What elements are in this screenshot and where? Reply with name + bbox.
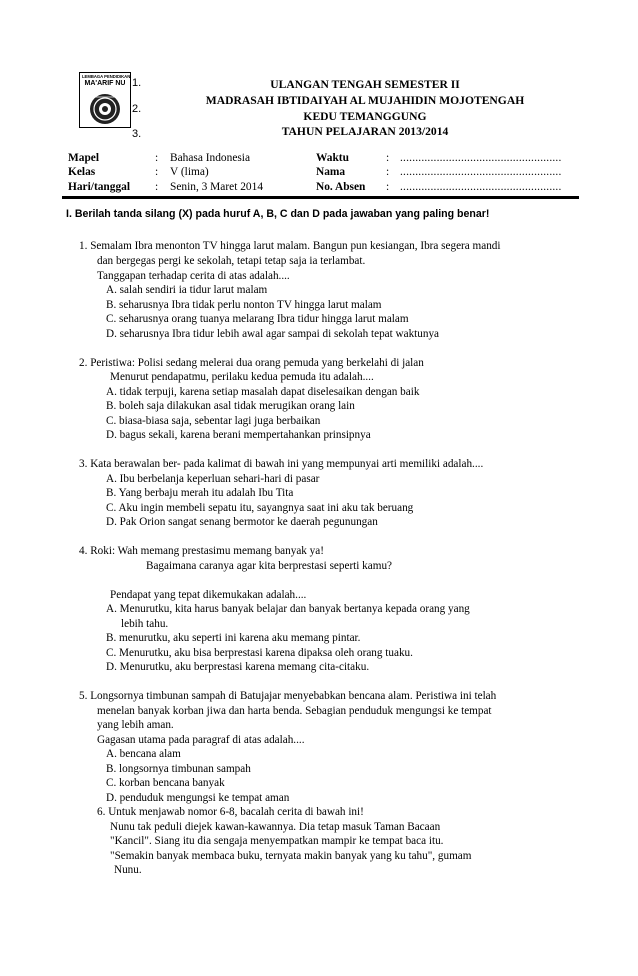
story-text: Nunu tak peduli diejek kawan-kawannya. Dia tetap masuk Taman Bacaan — [110, 821, 441, 833]
question-2-option-d[interactable]: D. bagus sekali, karena berani mempertahankan prinsipnya — [106, 429, 371, 441]
info-field-no-absen[interactable]: ..................................................... — [400, 181, 562, 193]
question-1-option-a[interactable]: A. salah sendiri ia tidur larut malam — [106, 284, 268, 296]
question-1-option-d[interactable]: D. seharusnya Ibra tidur lebih awal agar sampai di sekolah tepat waktunya — [106, 328, 440, 340]
question-4-prompt: Pendapat yang tepat dikemukakan adalah.... — [110, 589, 307, 601]
story-text: "Kancil". Siang itu dia sengaja menyempatkan mampir ke tempat baca itu. — [110, 835, 444, 847]
info-value-hari-tanggal: Senin, 3 Maret 2014 — [170, 181, 264, 193]
info-label-mapel: Mapel — [68, 152, 100, 164]
info-sep: : — [155, 181, 159, 193]
question-5-option-c[interactable]: C. korban bencana banyak — [106, 777, 225, 789]
info-label-kelas: Kelas — [68, 166, 96, 178]
question-3-option-d[interactable]: D. Pak Orion sangat senang bermotor ke daerah pegunungan — [106, 516, 378, 528]
question-5-prompt: Gagasan utama pada paragraf di atas adalah.... — [97, 734, 305, 746]
info-field-waktu[interactable]: ..................................................... — [400, 152, 562, 164]
info-label-hari-tanggal: Hari/tanggal — [68, 181, 131, 193]
logo-number-2: 2. — [132, 103, 142, 115]
info-label-no-absen: No. Absen — [316, 181, 366, 193]
question-3-option-b[interactable]: B. Yang berbaju merah itu adalah Ibu Tita — [106, 487, 294, 499]
info-sep: : — [386, 152, 390, 164]
info-value-kelas: V (lima) — [170, 166, 209, 178]
question-4-text: 4. Roki: Wah memang prestasimu memang banyak ya! — [79, 545, 324, 557]
question-1-option-b[interactable]: B. seharusnya Ibra tidak perlu nonton TV hingga larut malam — [106, 299, 382, 311]
info-sep: : — [155, 166, 159, 178]
exam-title: ULANGAN TENGAH SEMESTER II — [270, 78, 460, 91]
question-5-text: yang lebih aman. — [97, 719, 174, 731]
logo-text-top: LEMBAGA PENDIDIKAN — [82, 74, 131, 79]
school-logo — [79, 72, 131, 128]
question-4-option-d[interactable]: D. Menurutku, aku berprestasi karena memang cita-citaku. — [106, 661, 370, 673]
info-field-nama[interactable]: ..................................................... — [400, 166, 562, 178]
logo-text-main: MA'ARIF NU — [84, 80, 126, 87]
school-name: MADRASAH IBTIDAIYAH AL MUJAHIDIN MOJOTENGAH — [205, 94, 525, 107]
question-3-text: 3. Kata berawalan ber- pada kalimat di bawah ini yang mempunyai arti memiliki adalah.... — [79, 458, 484, 470]
question-1-option-c[interactable]: C. seharusnya orang tuanya melarang Ibra tidur hingga larut malam — [106, 313, 409, 325]
question-2-option-a[interactable]: A. tidak terpuji, karena setiap masalah dapat diselesaikan dengan baik — [106, 386, 420, 398]
info-label-waktu: Waktu — [316, 152, 349, 164]
info-label-nama: Nama — [316, 166, 346, 178]
question-5-option-b[interactable]: B. longsornya timbunan sampah — [106, 763, 251, 775]
academic-year: TAHUN PELAJARAN 2013/2014 — [281, 125, 449, 138]
info-sep: : — [386, 166, 390, 178]
question-1-text: dan bergegas pergi ke sekolah, tetapi tetap saja ia terlambat. — [97, 255, 366, 267]
info-sep: : — [386, 181, 390, 193]
question-4-text: Bagaimana caranya agar kita berprestasi seperti kamu? — [146, 560, 393, 572]
question-5-text: menelan banyak korban jiwa dan harta benda. Sebagian penduduk mengungsi ke tempat — [97, 705, 492, 717]
question-2-option-c[interactable]: C. biasa-biasa saja, sebentar lagi juga berbaikan — [106, 415, 321, 427]
question-5-option-d[interactable]: D. penduduk mengungsi ke tempat aman — [106, 792, 290, 804]
question-2-text: 2. Peristiwa: Polisi sedang melerai dua orang pemuda yang berkelahi di jalan — [79, 357, 424, 369]
school-location: KEDU TEMANGGUNG — [303, 110, 427, 123]
question-3-option-a[interactable]: A. Ibu berbelanja keperluan sehari-hari di pasar — [106, 473, 320, 485]
question-2-prompt: Menurut pendapatmu, perilaku kedua pemuda itu adalah.... — [110, 371, 374, 383]
logo-number-3: 3. — [132, 128, 142, 140]
question-6-instruction: 6. Untuk menjawab nomor 6-8, bacalah cerita di bawah ini! — [97, 806, 364, 818]
question-4-option-c[interactable]: C. Menurutku, aku bisa berprestasi karena dipaksa oleh orang tuaku. — [106, 647, 413, 659]
question-5-option-a[interactable]: A. bencana alam — [106, 748, 181, 760]
question-1-prompt: Tanggapan terhadap cerita di atas adalah.... — [97, 270, 290, 282]
logo-number-1: 1. — [132, 77, 142, 89]
section-instruction: I. Berilah tanda silang (X) pada huruf A, B, C dan D pada jawaban yang paling benar! — [66, 208, 490, 220]
story-text: Nunu. — [114, 864, 142, 876]
question-3-option-c[interactable]: C. Aku ingin membeli sepatu itu, sayangnya saat ini aku tak beruang — [106, 502, 414, 514]
question-4-option-a-cont[interactable]: lebih tahu. — [121, 618, 169, 630]
question-5-text: 5. Longsornya timbunan sampah di Batujajar menyebabkan bencana alam. Peristiwa ini telah — [79, 690, 497, 702]
info-value-mapel: Bahasa Indonesia — [170, 152, 251, 164]
info-sep: : — [155, 152, 159, 164]
story-text: "Semakin banyak membaca buku, ternyata makin banyak yang ku tahu", gumam — [110, 850, 472, 862]
question-4-option-a[interactable]: A. Menurutku, kita harus banyak belajar dan banyak bertanya kepada orang yang — [106, 603, 470, 615]
header-divider — [62, 196, 579, 199]
question-2-option-b[interactable]: B. boleh saja dilakukan asal tidak merugikan orang lain — [106, 400, 355, 412]
question-4-option-b[interactable]: B. menurutku, aku seperti ini karena aku memang pintar. — [106, 632, 361, 644]
question-1-text: 1. Semalam Ibra menonton TV hingga larut malam. Bangun pun kesiangan, Ibra segera mandi — [79, 240, 501, 252]
